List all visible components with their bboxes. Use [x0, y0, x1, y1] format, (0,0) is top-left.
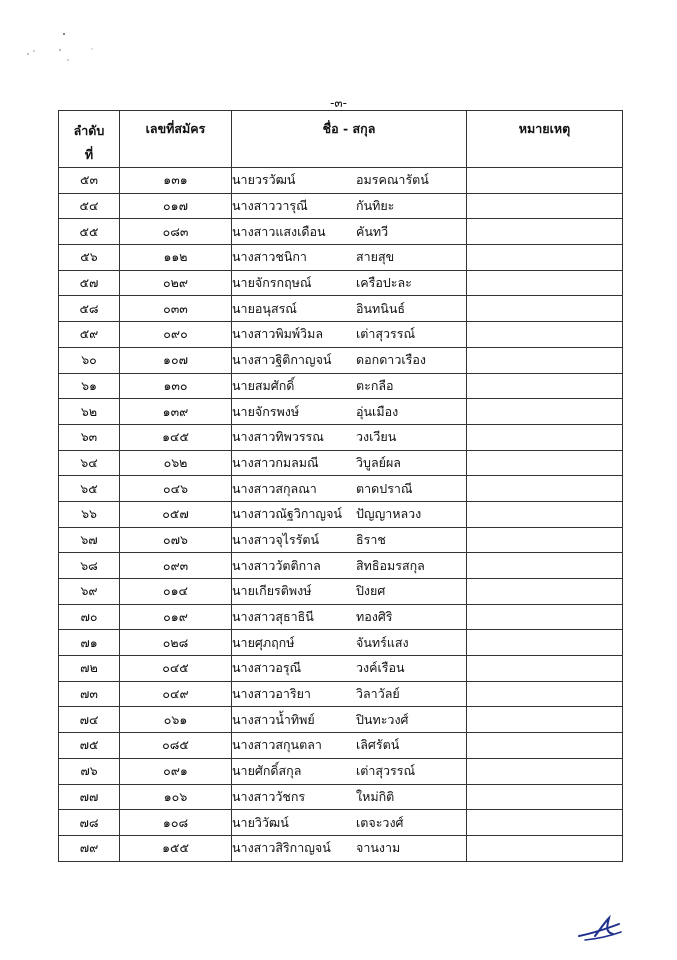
- cell-applicant-no: ๐๙๑: [120, 758, 232, 784]
- family-name: ตะกลือ: [356, 377, 394, 393]
- cell-applicant-no: ๑๐๗: [120, 347, 232, 373]
- given-name: นายวรวัฒน์: [232, 172, 296, 188]
- cell-remark: [467, 347, 623, 373]
- cell-applicant-no: ๐๙๓: [120, 553, 232, 579]
- cell-remark: [467, 501, 623, 527]
- table-row: [59, 347, 623, 373]
- cell-order: ๗๘: [59, 810, 120, 836]
- cell-applicant-no: ๑๐๘: [120, 810, 232, 836]
- cell-name: [232, 322, 467, 348]
- cell-order: ๖๗: [59, 527, 120, 553]
- cell-applicant-no: ๐๔๖: [120, 476, 232, 502]
- table-row: [59, 553, 623, 579]
- cell-order: ๖๕: [59, 476, 120, 502]
- cell-remark: [467, 835, 623, 861]
- family-name: สิทธิอมรสกุล: [356, 557, 425, 573]
- cell-applicant-no: ๑๓๐: [120, 373, 232, 399]
- table-row: [59, 758, 623, 784]
- family-name: ธิราช: [356, 531, 386, 547]
- cell-applicant-no: ๐๒๘: [120, 630, 232, 656]
- family-name: ปัญญาหลวง: [356, 506, 422, 522]
- given-name: นางสาวฐิติกาญจน์: [232, 352, 332, 368]
- family-name: ทองศิริ: [356, 609, 393, 625]
- cell-order: ๕๗: [59, 270, 120, 296]
- table-row: [59, 476, 623, 502]
- cell-name: [232, 758, 467, 784]
- applicant-roster-table: [58, 110, 623, 862]
- header-remark: หมายเหตุ: [467, 111, 623, 168]
- given-name: นางสาวสุธาธินี: [232, 609, 314, 625]
- cell-remark: [467, 656, 623, 682]
- cell-applicant-no: ๐๙๐: [120, 322, 232, 348]
- given-name: นายอนุสรณ์: [232, 300, 297, 316]
- cell-applicant-no: ๐๔๕: [120, 656, 232, 682]
- cell-applicant-no: ๐๖๑: [120, 707, 232, 733]
- cell-order: ๕๔: [59, 193, 120, 219]
- family-name: อุ่นเมือง: [356, 403, 399, 419]
- cell-order: ๗๖: [59, 758, 120, 784]
- cell-name: [232, 399, 467, 425]
- family-name: ตาดปราณี: [356, 480, 413, 496]
- given-name: นางสาวจุไรรัตน์: [232, 531, 320, 547]
- cell-order: ๗๓: [59, 681, 120, 707]
- cell-name: [232, 347, 467, 373]
- table-row: [59, 579, 623, 605]
- cell-name: [232, 579, 467, 605]
- family-name: จานงาม: [356, 840, 401, 856]
- cell-remark: [467, 476, 623, 502]
- cell-applicant-no: ๐๘๕: [120, 733, 232, 759]
- given-name: นางสาวณัฐวิกาญจน์: [232, 506, 342, 522]
- family-name: ปิงยศ: [356, 583, 386, 599]
- cell-order: ๗๕: [59, 733, 120, 759]
- table-row: [59, 219, 623, 245]
- cell-applicant-no: ๐๒๙: [120, 270, 232, 296]
- table-row: [59, 373, 623, 399]
- family-name: คันทวี: [356, 223, 389, 239]
- cell-applicant-no: ๑๐๖: [120, 784, 232, 810]
- cell-name: [232, 835, 467, 861]
- cell-order: ๖๒: [59, 399, 120, 425]
- cell-remark: [467, 553, 623, 579]
- scan-speck-marks: [22, 30, 102, 70]
- given-name: นายจักรกฤษณ์: [232, 275, 312, 291]
- cell-remark: [467, 784, 623, 810]
- cell-remark: [467, 168, 623, 194]
- table-row: [59, 501, 623, 527]
- cell-applicant-no: ๐๑๔: [120, 579, 232, 605]
- cell-name: [232, 373, 467, 399]
- cell-remark: [467, 373, 623, 399]
- cell-name: [232, 656, 467, 682]
- cell-name: [232, 424, 467, 450]
- cell-applicant-no: ๑๓๙: [120, 399, 232, 425]
- cell-name: [232, 733, 467, 759]
- family-name: อมรคณารัตน์: [356, 172, 429, 188]
- cell-order: ๖๑: [59, 373, 120, 399]
- cell-applicant-no: ๐๑๙: [120, 604, 232, 630]
- cell-remark: [467, 733, 623, 759]
- given-name: นายจักรพงษ์: [232, 403, 300, 419]
- cell-order: ๖๔: [59, 450, 120, 476]
- cell-applicant-no: ๐๑๗: [120, 193, 232, 219]
- header-order-line2: ที่: [84, 147, 94, 162]
- family-name: ปินทะวงศ์: [356, 711, 409, 727]
- cell-applicant-no: ๑๔๕: [120, 424, 232, 450]
- cell-order: ๖๖: [59, 501, 120, 527]
- cell-name: [232, 527, 467, 553]
- page-number: -๓-: [330, 96, 347, 110]
- cell-remark: [467, 322, 623, 348]
- cell-remark: [467, 707, 623, 733]
- cell-applicant-no: ๐๕๗: [120, 501, 232, 527]
- given-name: นายวิวัฒน์: [232, 814, 289, 830]
- cell-name: [232, 245, 467, 271]
- family-name: วงเวียน: [356, 429, 397, 445]
- table-row: [59, 835, 623, 861]
- given-name: นายสมศักดิ์: [232, 377, 295, 393]
- table-row: [59, 193, 623, 219]
- given-name: นางสาวทิพวรรณ: [232, 429, 324, 445]
- cell-applicant-no: ๑๕๕: [120, 835, 232, 861]
- table-row: [59, 707, 623, 733]
- given-name: นางสาวกมลมณี: [232, 454, 319, 470]
- table-row: [59, 245, 623, 271]
- cell-order: ๕๘: [59, 296, 120, 322]
- given-name: นางสาวชนิกา: [232, 249, 307, 265]
- cell-order: ๗๒: [59, 656, 120, 682]
- cell-remark: [467, 681, 623, 707]
- family-name: กันทิยะ: [356, 198, 395, 214]
- cell-remark: [467, 630, 623, 656]
- table-row: [59, 322, 623, 348]
- given-name: นายศักดิ์สกุล: [232, 763, 302, 779]
- cell-order: ๕๙: [59, 322, 120, 348]
- given-name: นายศุภฤกษ์: [232, 634, 295, 650]
- given-name: นางสาวอาริยา: [232, 686, 311, 702]
- cell-name: [232, 270, 467, 296]
- cell-order: ๖๘: [59, 553, 120, 579]
- cell-name: [232, 784, 467, 810]
- cell-remark: [467, 604, 623, 630]
- cell-remark: [467, 296, 623, 322]
- family-name: เตจะวงศ์: [356, 814, 404, 830]
- table-row: [59, 270, 623, 296]
- table-row: [59, 296, 623, 322]
- cell-order: ๗๔: [59, 707, 120, 733]
- cell-name: [232, 630, 467, 656]
- table-header-row: [59, 111, 623, 168]
- cell-name: [232, 681, 467, 707]
- cell-name: [232, 219, 467, 245]
- given-name: นางสาววารุณี: [232, 198, 308, 214]
- table-row: [59, 604, 623, 630]
- cell-remark: [467, 219, 623, 245]
- header-applicant-no: เลขที่สมัคร: [120, 111, 232, 168]
- table-row: [59, 168, 623, 194]
- family-name: เครือปะละ: [356, 275, 412, 291]
- header-order-line1: ลำดับ: [73, 123, 105, 138]
- cell-order: ๗๑: [59, 630, 120, 656]
- cell-name: [232, 476, 467, 502]
- cell-order: ๖๙: [59, 579, 120, 605]
- table-row: [59, 399, 623, 425]
- cell-name: [232, 296, 467, 322]
- cell-order: ๕๖: [59, 245, 120, 271]
- cell-remark: [467, 399, 623, 425]
- cell-name: [232, 553, 467, 579]
- table-row: [59, 681, 623, 707]
- cell-applicant-no: ๑๑๒: [120, 245, 232, 271]
- cell-name: [232, 604, 467, 630]
- cell-applicant-no: ๐๓๓: [120, 296, 232, 322]
- given-name: นางสาวน้ำทิพย์: [232, 711, 315, 727]
- family-name: จันทร์แสง: [356, 634, 409, 650]
- cell-order: ๖๐: [59, 347, 120, 373]
- cell-name: [232, 450, 467, 476]
- cell-applicant-no: ๐๖๒: [120, 450, 232, 476]
- cell-remark: [467, 579, 623, 605]
- given-name: นางสาวสกุนตลา: [232, 737, 322, 753]
- table-body: [59, 168, 623, 862]
- cell-remark: [467, 193, 623, 219]
- table-row: [59, 527, 623, 553]
- cell-remark: [467, 810, 623, 836]
- family-name: สายสุข: [356, 249, 395, 265]
- cell-applicant-no: ๐๘๓: [120, 219, 232, 245]
- given-name: นางสาวอรุณี: [232, 660, 302, 676]
- family-name: เลิศรัตน์: [356, 737, 400, 753]
- cell-applicant-no: ๑๓๑: [120, 168, 232, 194]
- cell-order: ๕๓: [59, 168, 120, 194]
- family-name: ดอกดาวเรือง: [356, 352, 426, 368]
- header-order: [59, 111, 120, 168]
- cell-order: ๗๗: [59, 784, 120, 810]
- cell-name: [232, 810, 467, 836]
- cell-name: [232, 707, 467, 733]
- header-name: ชื่อ - สกุล: [232, 111, 467, 168]
- cell-remark: [467, 270, 623, 296]
- handwritten-signature: [575, 910, 625, 945]
- table-row: [59, 630, 623, 656]
- table-row: [59, 810, 623, 836]
- family-name: เต่าสุวรรณ์: [356, 763, 416, 779]
- cell-order: ๕๕: [59, 219, 120, 245]
- cell-remark: [467, 424, 623, 450]
- given-name: นางสาววัชกร: [232, 788, 306, 804]
- cell-order: ๗๐: [59, 604, 120, 630]
- table-row: [59, 656, 623, 682]
- cell-applicant-no: ๐๗๖: [120, 527, 232, 553]
- table-row: [59, 733, 623, 759]
- family-name: วิบูลย์ผล: [356, 454, 401, 470]
- given-name: นางสาววัตติกาล: [232, 557, 321, 573]
- given-name: นางสาวสิริกาญจน์: [232, 840, 331, 856]
- table-row: [59, 450, 623, 476]
- family-name: วงค์เรือน: [356, 660, 405, 676]
- cell-name: [232, 193, 467, 219]
- family-name: อินทนินธ์: [356, 300, 406, 316]
- given-name: นางสาวพิมพ์วิมล: [232, 326, 323, 342]
- given-name: นางสาวสกุลณา: [232, 480, 317, 496]
- family-name: เต่าสุวรรณ์: [356, 326, 416, 342]
- cell-order: ๗๙: [59, 835, 120, 861]
- family-name: ใหม่กิติ: [356, 788, 395, 804]
- table-row: [59, 784, 623, 810]
- table-row: [59, 424, 623, 450]
- cell-remark: [467, 527, 623, 553]
- given-name: นายเกียรติพงษ์: [232, 583, 312, 599]
- given-name: นางสาวแสงเดือน: [232, 223, 326, 239]
- cell-order: ๖๓: [59, 424, 120, 450]
- cell-remark: [467, 450, 623, 476]
- cell-name: [232, 168, 467, 194]
- cell-name: [232, 501, 467, 527]
- cell-remark: [467, 245, 623, 271]
- cell-remark: [467, 758, 623, 784]
- family-name: วิลาวัลย์: [356, 686, 400, 702]
- cell-applicant-no: ๐๔๙: [120, 681, 232, 707]
